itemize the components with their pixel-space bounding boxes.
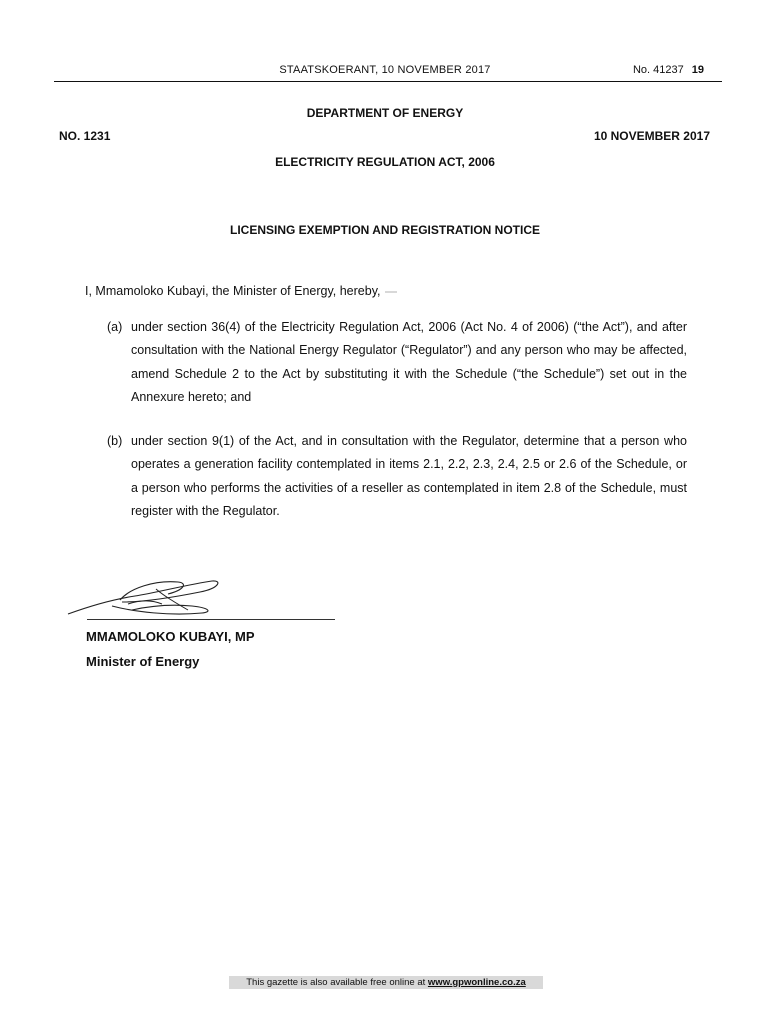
intro-text: I, Mmamoloko Kubayi, the Minister of Energy, hereby, — [85, 284, 381, 298]
footer-text: This gazette is also available free online at — [246, 977, 426, 988]
handwritten-signature — [60, 566, 230, 626]
header-rule — [54, 81, 722, 82]
clause-b-label: (b) — [107, 434, 123, 448]
clause-a-label: (a) — [107, 320, 123, 334]
signatory-name: MMAMOLOKO KUBAYI, MP — [86, 629, 255, 644]
clause-a — [107, 316, 687, 416]
clause-a-text: under section 36(4) of the Electricity Regulation Act, 2006 (Act No. 4 of 2006) (“the Act”), and after consultation with the National Energy Regulator (“Regulator”) and any person who may be affected, amend Schedule 2 to the Act by substituting it with the Schedule (“the Schedule”) set out in the Annexure hereto; and — [131, 320, 687, 404]
signature-line — [87, 619, 335, 620]
intro-paragraph — [85, 284, 397, 298]
act-title: ELECTRICITY REGULATION ACT, 2006 — [275, 155, 495, 169]
notice-date: 10 NOVEMBER 2017 — [593, 129, 710, 143]
clause-b — [107, 430, 687, 530]
department-heading: DEPARTMENT OF ENERGY — [306, 106, 464, 120]
footer-link[interactable]: www.gpwonline.co.za — [427, 977, 526, 988]
page-number: 19 — [691, 64, 704, 76]
gazette-header-issue — [633, 64, 704, 76]
footer-banner — [229, 976, 543, 989]
issue-number: No. 41237 — [632, 64, 684, 76]
notice-number: NO. 1231 — [59, 129, 111, 143]
notice-title: LICENSING EXEMPTION AND REGISTRATION NOTICE — [229, 223, 540, 237]
gazette-header-title: STAATSKOERANT, 10 NOVEMBER 2017 — [279, 64, 491, 76]
redaction-mark — [385, 291, 397, 293]
clause-b-text: under section 9(1) of the Act, and in consultation with the Regulator, determine that a person who operates a generation facility contemplated in items 2.1, 2.2, 2.3, 2.4, 2.5 or 2.6 of the Schedule, or a person who performs the activities of a reseller as contemplated in item 2.8 of the Schedule, must register with the Regulator. — [131, 434, 687, 518]
signatory-title: Minister of Energy — [86, 654, 200, 669]
